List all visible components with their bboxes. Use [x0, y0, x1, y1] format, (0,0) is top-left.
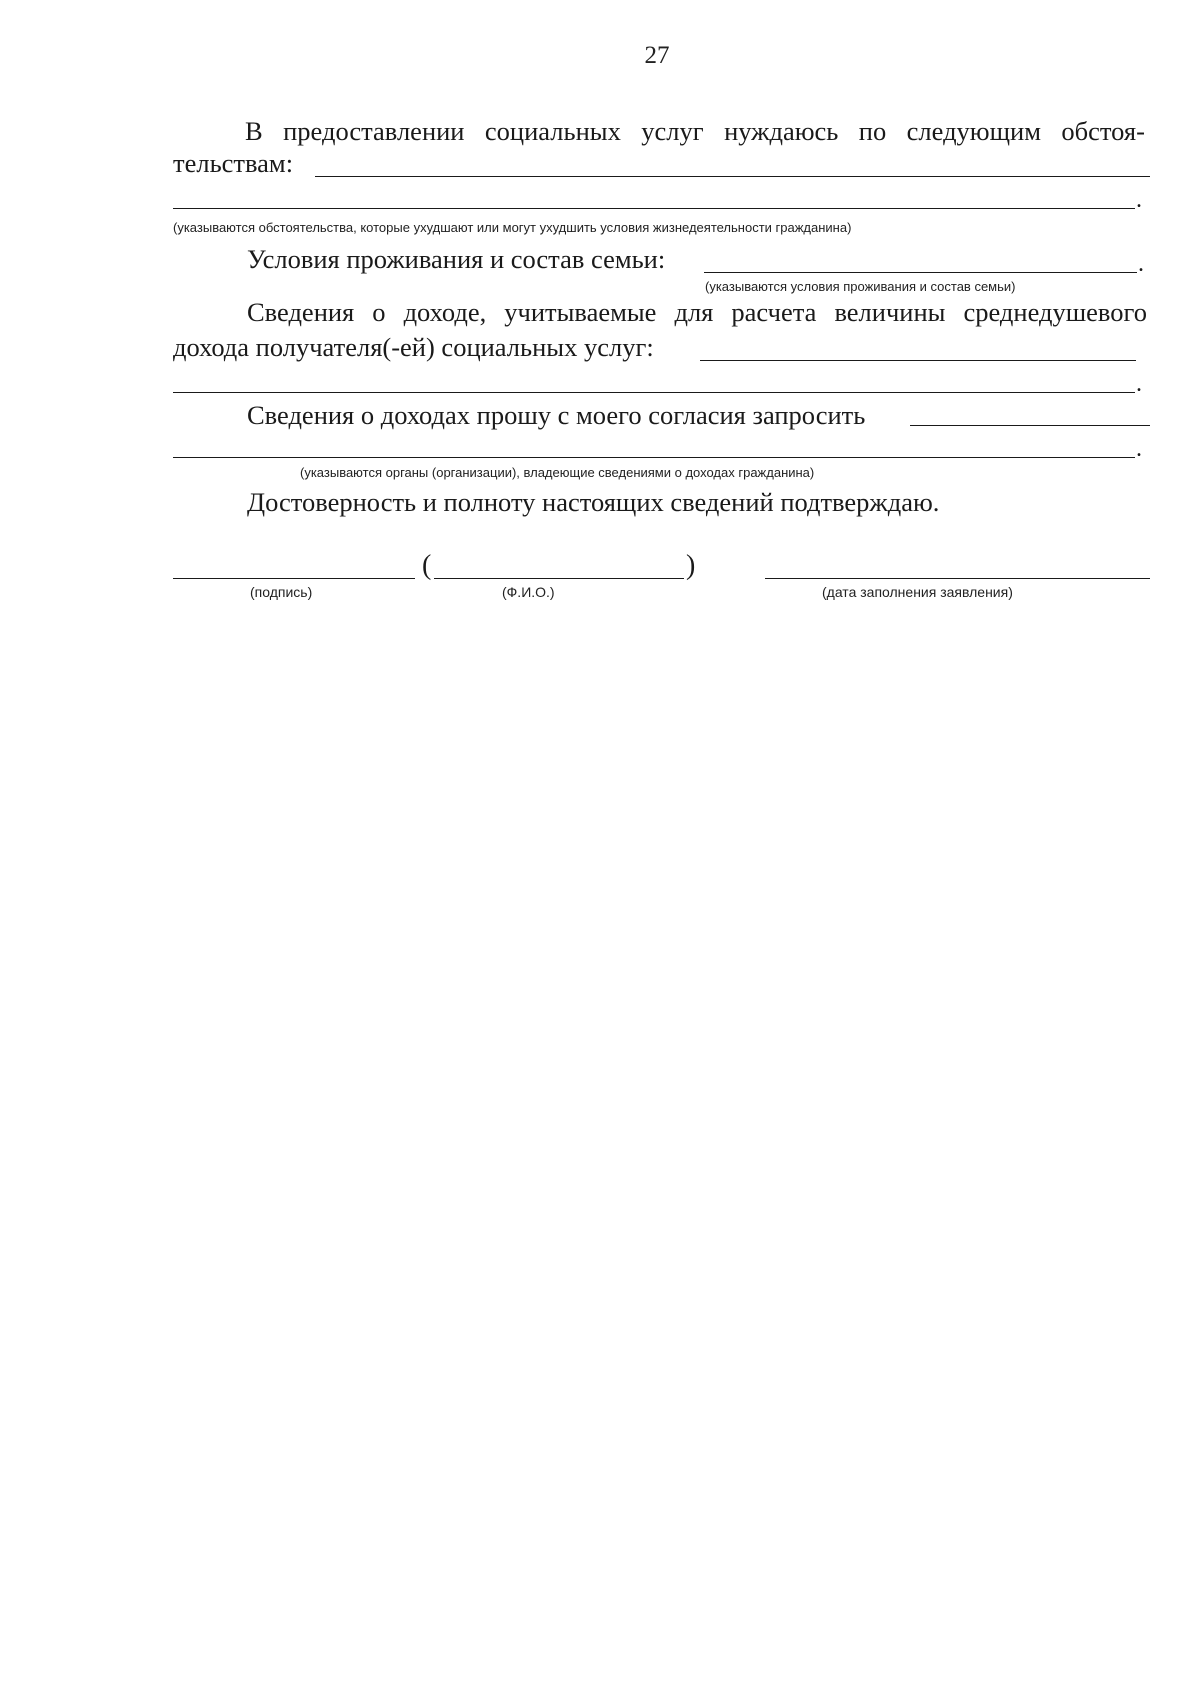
living-conditions-label: Условия проживания и состав семьи: — [247, 244, 666, 274]
circumstances-caption: (указываются обстоятельства, которые ухудшают или могут ухудшить условия жизнедеятельности гражданина) — [173, 220, 852, 235]
income-line-2-label: дохода получателя(-ей) социальных услуг: — [173, 332, 654, 362]
signature-field[interactable] — [173, 578, 415, 579]
confirmation-text: Достоверность и полноту настоящих сведений подтверждаю. — [247, 487, 940, 517]
income-word: расчета — [731, 297, 817, 327]
page-number: 27 — [644, 42, 670, 69]
circumstances-word: предоставлении — [283, 116, 465, 146]
circumstances-word: социальных — [484, 116, 621, 146]
fio-label: (Ф.И.О.) — [502, 584, 555, 600]
circumstances-field-2[interactable] — [173, 208, 1135, 209]
circumstances-word: следующим — [906, 116, 1041, 146]
income-word: доходе, — [403, 297, 487, 327]
living-conditions-field[interactable] — [704, 272, 1137, 273]
fio-close-paren: ) — [686, 550, 696, 581]
date-label: (дата заполнения заявления) — [822, 584, 1013, 600]
income-request-field-2-period: . — [1136, 436, 1142, 462]
income-word: среднедушевого — [963, 297, 1147, 327]
income-line-1 — [247, 297, 1147, 327]
date-field[interactable] — [765, 578, 1150, 579]
fio-field[interactable] — [434, 578, 684, 579]
income-word: учитываемые — [504, 297, 657, 327]
circumstances-word: обстоя- — [1061, 116, 1145, 146]
circumstances-field-2-period: . — [1136, 187, 1142, 213]
income-request-field-1[interactable] — [910, 425, 1150, 426]
income-field-2[interactable] — [173, 392, 1135, 393]
circumstances-line-2-label: тельствам: — [173, 148, 294, 178]
living-conditions-period: . — [1138, 251, 1144, 277]
circumstances-word: В — [245, 116, 263, 146]
circumstances-field-1[interactable] — [315, 176, 1150, 177]
circumstances-line-1 — [245, 116, 1145, 146]
income-request-caption: (указываются органы (организации), владеющие сведениями о доходах гражданина) — [300, 465, 815, 480]
income-word: Сведения — [247, 297, 355, 327]
income-word: для — [674, 297, 714, 327]
circumstances-word: услуг — [641, 116, 704, 146]
income-field-2-period: . — [1136, 371, 1142, 397]
income-word: о — [372, 297, 386, 327]
income-word: величины — [834, 297, 946, 327]
circumstances-word: по — [858, 116, 887, 146]
income-request-field-2[interactable] — [173, 457, 1135, 458]
living-conditions-caption: (указываются условия проживания и состав семьи) — [705, 279, 1016, 294]
income-field-1[interactable] — [700, 360, 1136, 361]
circumstances-word: нуждаюсь — [724, 116, 839, 146]
fio-open-paren: ( — [422, 550, 432, 581]
income-request-label: Сведения о доходах прошу с моего согласия запросить — [247, 400, 866, 430]
signature-label: (подпись) — [250, 584, 313, 600]
